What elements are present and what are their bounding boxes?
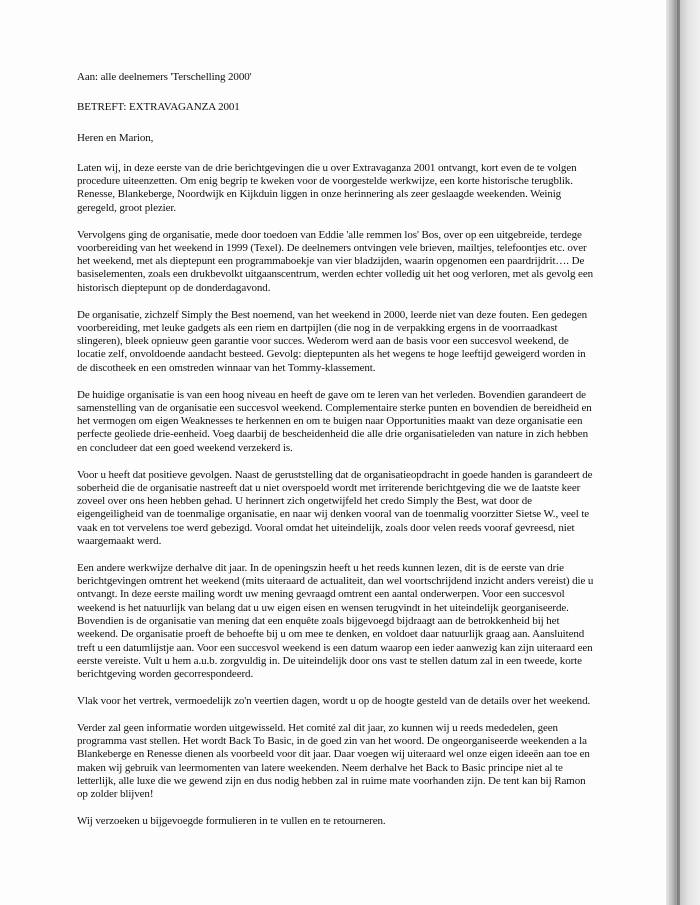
salutation: Heren en Marion, (77, 131, 154, 144)
paragraph-departure: Vlak voor het vertrek, vermoedelijk zo'n veertien dagen, wordt u op de hoogte gesteld van de details over het weekend. (77, 694, 591, 707)
recipient-line: Aan: alle deelnemers 'Terschelling 2000' (77, 71, 252, 83)
paragraph-1999: Vervolgens ging de organisatie, mede door toedoen van Eddie 'alle remmen los' Bos, over op een uitgebreide, terdege voorbereiding van het weekend in 1999 (Texel). De deelnemers ontvingen vele brieven, mailtjes, telefoontjes etc. over het weekend, met als dieptepunt een programmaboekje van vier bladzijden, waarin opgenomen een paardrijdrit…. De basiselementen, zoals een drukbevolkt uitgaanscentrum, werden echter volledig uit het oog verloren, met als gevolg een historisch dieptepunt op de donderdagavond. (77, 228, 594, 294)
scan-edge-line (677, 0, 680, 905)
paragraph-current-organisation: De huidige organisatie is van een hoog niveau en heeft de gave om te leren van het verleden. Bovendien garandeert de samenstelling van de organisatie een succesvol weekend. Complementaire sterke punten en bovendien de bereidheid en het vermogen om eigen Weaknesses te herkennen en om te buigen naar Opportunities maakt van deze organisatie een perfecte geoliede drie-eenheid. Voeg daarbij de bescheidenheid die alle drie organisatieleden van nature in zich hebben en concludeer dat een goed weekend verzekerd is. (77, 388, 592, 454)
paragraph-history: Laten wij, in deze eerste van de drie berichtgevingen die u over Extravaganza 2001 ontvangt, kort even de te volgen procedure uiteenzetten. Om enig begrip te kweken voor de voorgestelde werkwijze, een korte historische terugblik. Renesse, Blankeberge, Noordwijk en Kijkduin liggen in onze herinnering als zeer geslaagde weekenden. Weinig geregeld, groot plezier. (77, 161, 577, 214)
letter-body (77, 71, 597, 842)
paragraph-back-to-basic: Verder zal geen informatie worden uitgewisseld. Het comité zal dit jaar, zo kunnen wij u reeds mededelen, geen programma vast stellen. Het wordt Back To Basic, in de goed zin van het woord. De ongeorganiseerde weekenden a la Blankeberge en Renesse dienen als voorbeeld voor dit jaar. Daar voegen wij uiteraard wel onze eigen ideeën aan toe en maken wij gebruik van leermomenten van latere weekenden. Neem derhalve het Back to Basic principe niet al te letterlijk, alle luxe die we gewend zijn en dus nodig hebben zal in ruime mate voorhanden zijn. De tent kan bij Ramon op zolder blijven! (77, 721, 590, 801)
paragraph-request: Wij verzoeken u bijgevoegde formulieren in te vullen en te retourneren. (77, 815, 386, 828)
paragraph-consequences: Voor u heeft dat positieve gevolgen. Naast de geruststelling dat de organisatieopdracht in goede handen is garandeert de soberheid die de organisatie nastreeft dat u niet overspoeld wordt met irriterende berichtgeving die we de laatste keer zoveel over ons heen hebben gehad. U herinnert zich ongetwijfeld het credo Simply the Best, wat door de eigengeiligheid van de toenmalige organisatie, en naar wij denken vooral van de toenmalig voorzitter Sietse W., veel te vaak en tot vervelens toe werd gebezigd. Vooral omdat het uiteindelijk, zoals door velen reeds vooraf gevreesd, niet waargemaakt werd. (77, 468, 593, 548)
subject-line: BETREFT: EXTRAVAGANZA 2001 (77, 101, 240, 114)
paragraph-2000: De organisatie, zichzelf Simply the Best noemend, van het weekend in 2000, leerde niet van deze fouten. Een gedegen voorbereiding, met leuke gadgets als een riem en dartpijlen (die nog in de verpakking ergens in de voorraadkast slingeren), bleek opnieuw geen garantie voor succes. Wederom werd aan de basis voor een succesvol weekend, de locatie zelf, onvoldoende aandacht besteed. Gevolg: dieptepunten als het wegens te hoge leeftijd geweigerd worden in de discotheek en een omstreden winnaar van het Tommy-klassement. (77, 308, 588, 374)
paragraph-approach: Een andere werkwijze derhalve dit jaar. In de openingszin heeft u het reeds kunnen lezen, dit is de eerste van drie berichtgevingen omtrent het weekend (mits uiteraard de actualiteit, dan wel voortschrijdend inzicht anders vereist) die u ontvangt. In deze eerste mailing wordt uw mening gevraagd omtrent een aantal onderwerpen. Voor een succesvol weekend is het natuurlijk van belang dat u uw eigen eisen en wensen terugvindt in het uiteindelijk georganiseerde. Bovendien is de organisatie van mening dat een enquête zoals bijgevoegd bijdraagt aan de betrokkenheid bij het weekend. De organisatie proeft de behoefte bij u om mee te denken, en voldoet daar natuurlijk graag aan. Aansluitend treft u een datumlijstje aan. Voor een succesvol weekend is een datum waarop een ieder aanwezig kan zijn uiteraard een eerste vereiste. Vult u hem a.u.b. zorgvuldig in. De uiteindelijk door ons vast te stellen datum zal in een tweede, korte berichtgeving worden gecorrespondeerd. (77, 561, 594, 681)
scan-edge-shadow (666, 0, 700, 905)
